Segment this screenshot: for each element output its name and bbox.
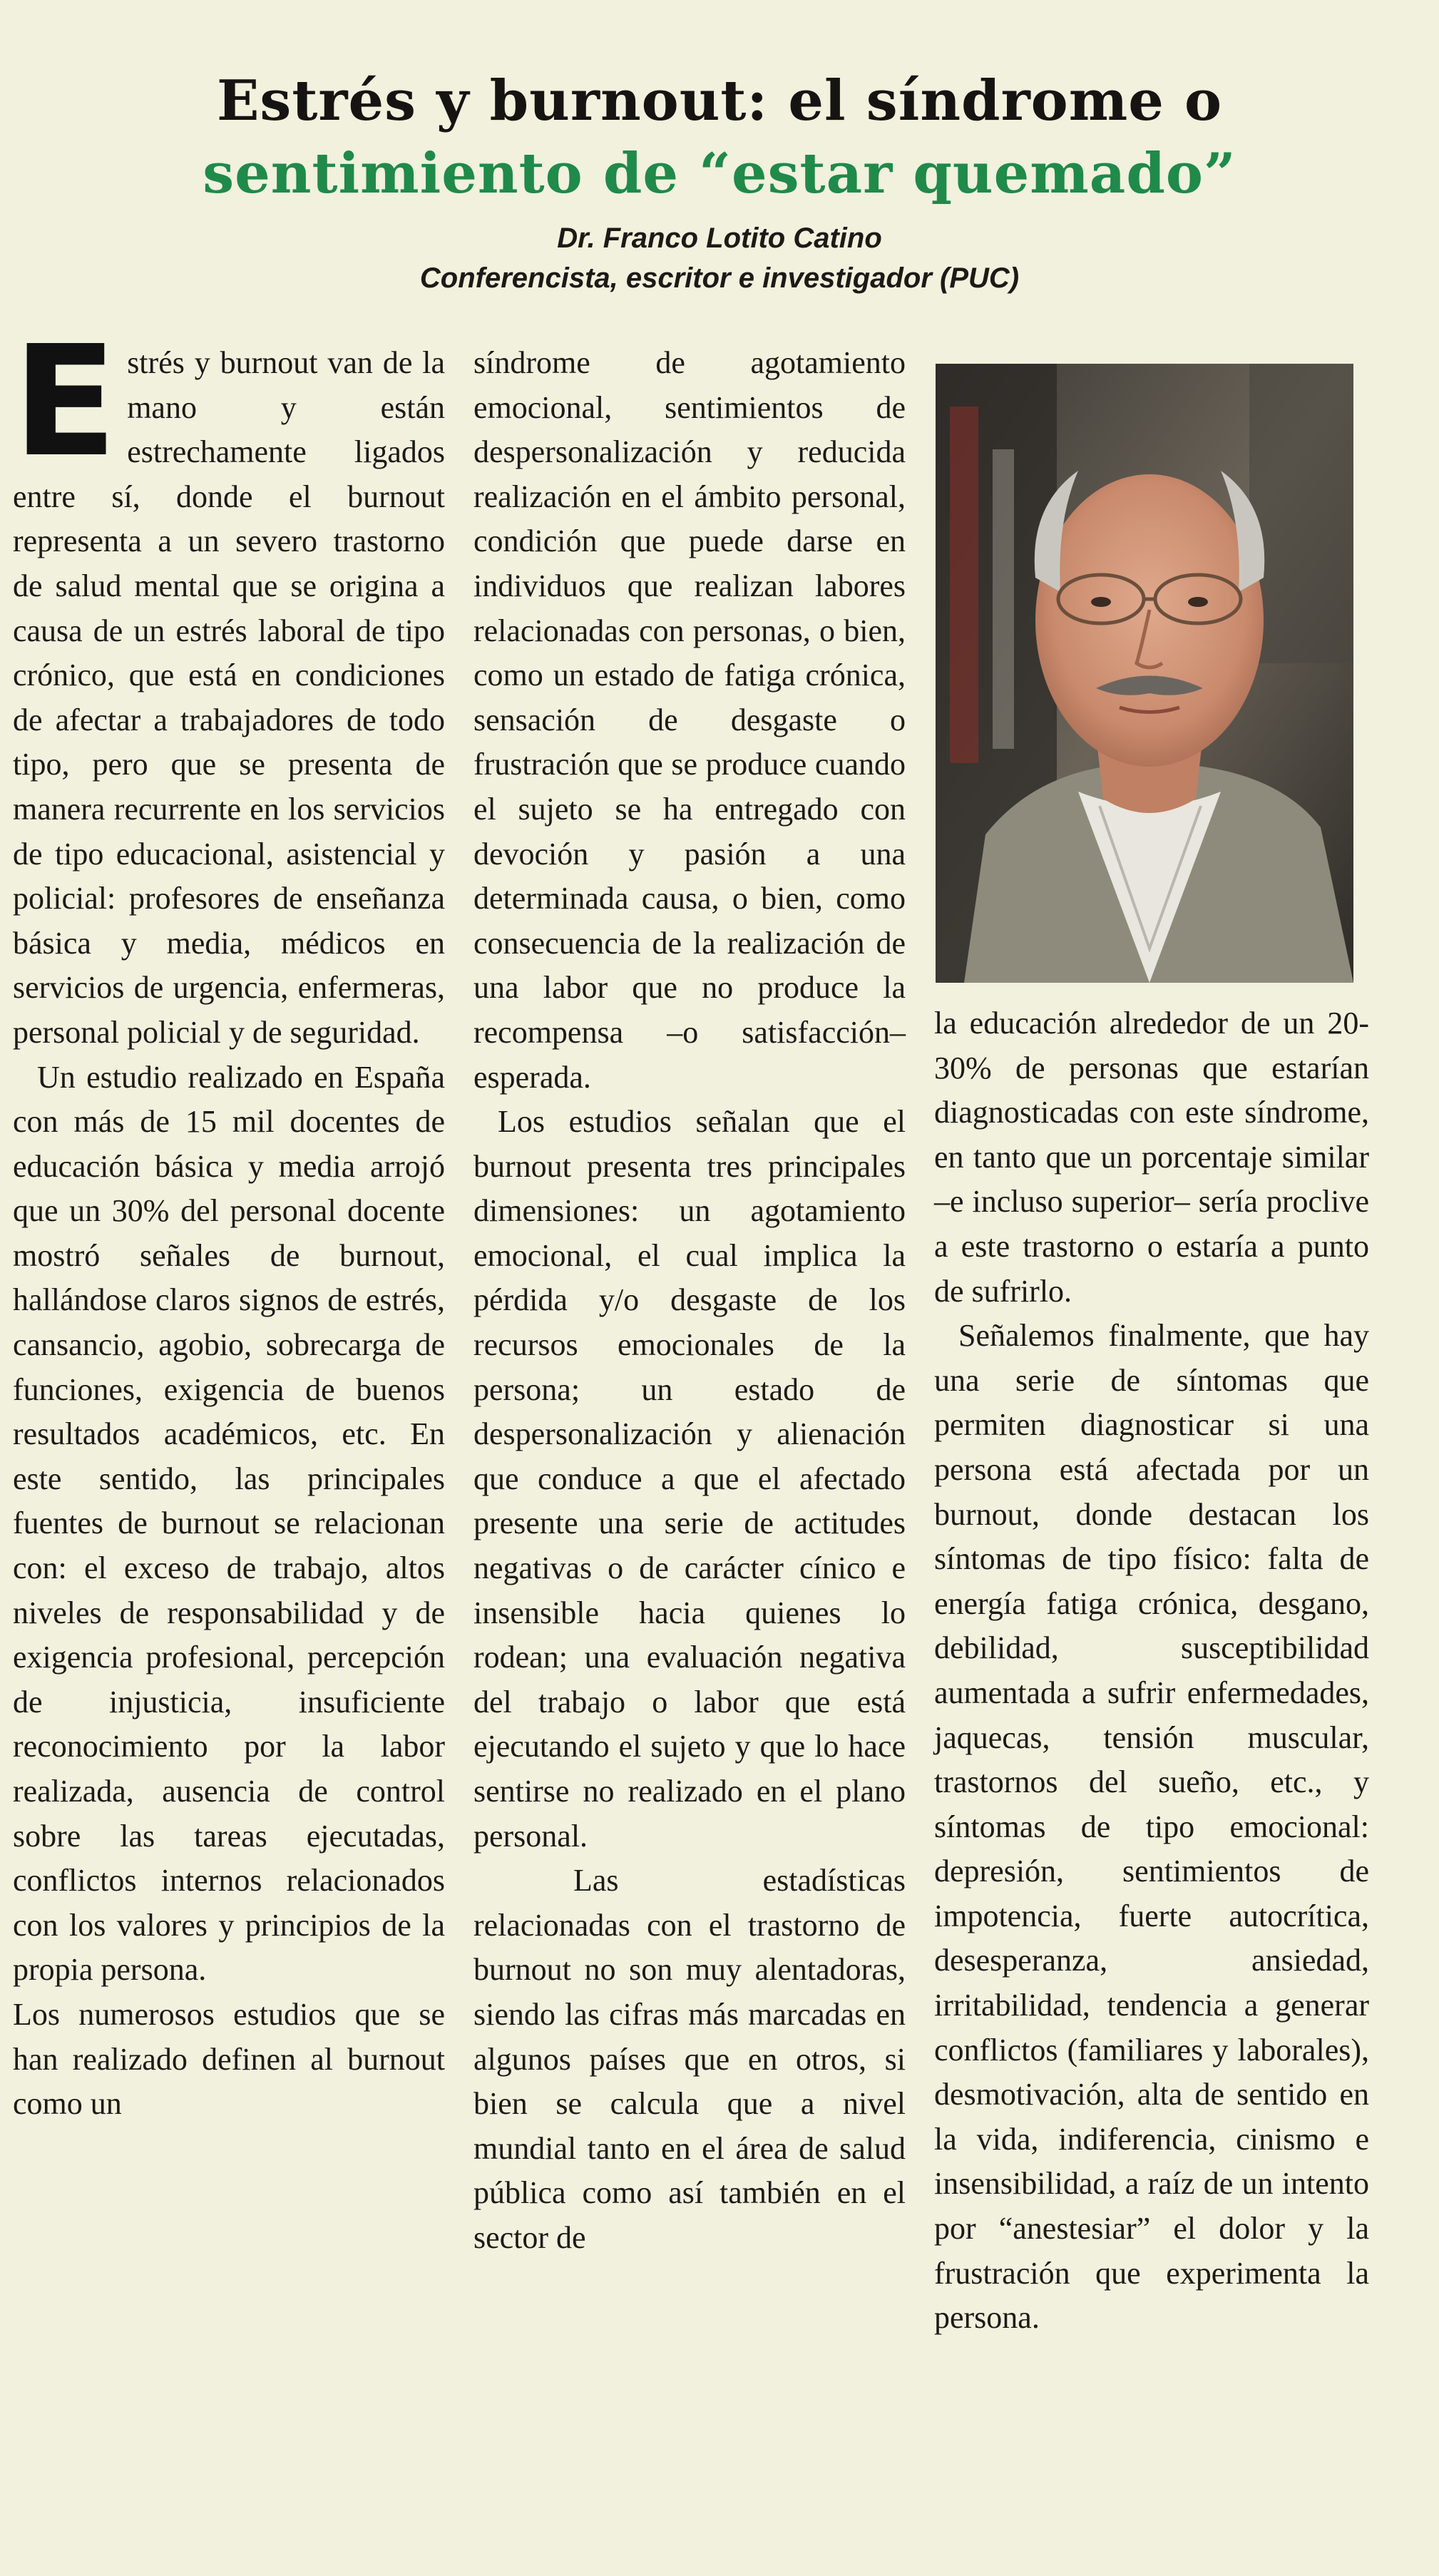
paragraph <box>13 313 445 1056</box>
article-column-2 <box>473 341 906 2261</box>
article-title-line-2: sentimiento de “estar quemado” <box>203 141 1236 206</box>
paragraph-text: strés y burnout van de la mano y están estrechamente ligados entre sí, donde el burnout representa a un severo trastorno de salud mental que se origina a causa de un estrés laboral de tipo crónico, que está en condiciones de afectar a trabajadores de todo tipo, pero que se presenta de manera recurrente en los servicios de tipo educacional, asistencial y policial: profesores de enseñanza básica y media, médicos en servicios de urgencia, enfermeras, personal policial y de seguridad. <box>13 345 445 1050</box>
author-role: Conferencista, escritor e investigador (PUC) <box>419 262 1020 294</box>
paragraph: síndrome de agotamiento emocional, sentimientos de despersonalización y reducida realización en el ámbito personal, condición que puede darse en individuos que realizan labores relacionadas con personas, o bien, como un estado de fatiga crónica, sensación de desgaste o frustración que se produce cuando el sujeto se ha entregado con devoción y pasión a una determinada causa, o bien, como consecuencia de la realización de una labor que no produce la recompensa –o satisfacción– esperada. <box>473 345 906 1095</box>
author-portrait-image <box>936 364 1353 983</box>
paragraph: Los numerosos estudios que se han realizado definen al burnout como un <box>13 1996 445 2122</box>
paragraph: la educación alrededor de un 20-30% de personas que estarían diagnosticadas con este síndrome, en tanto que un porcentaje similar –e incluso superior– sería proclive a este trastorno o estaría a punto de sufrirlo. <box>934 1006 1369 1309</box>
paragraph: Los estudios señalan que el burnout presenta tres principales dimensiones: un agotamiento emocional, el cual implica la pérdida y/o desgaste de los recursos emocionales de la persona; un estado de despersonalización y alienación que conduce a que el afectado presente una serie de actitudes negativas o de carácter cínico e insensible hacia quienes lo rodean; una evaluación negativa del trabajo o labor que está ejecutando el sujeto y que lo hace sentirse no realizado en el plano personal. <box>473 1104 906 1854</box>
drop-cap: E <box>13 313 118 491</box>
paragraph: Señalemos finalmente, que hay una serie de síntomas que permiten diagnosticar si una persona está afectada por un burnout, donde destacan los síntomas de tipo físico: falta de energía fatiga crónica, desgano, debilidad, susceptibilidad aumentada a sufrir enfermedades, jaquecas, tensión muscular, trastornos del sueño, etc., y síntomas de tipo emocional: depresión, sentimientos de impotencia, fuerte autocrítica, desesperanza, ansiedad, irritabilidad, tendencia a generar conflictos (familiares y laborales), desmotivación, alta de sentido en la vida, indiferencia, cinismo e insensibilidad, a raíz de un intento por “anestesiar” el dolor y la frustración que experimenta la persona. <box>934 1318 1369 2336</box>
article-column-1 <box>13 313 445 2127</box>
paragraph: Un estudio realizado en España con más de 15 mil docentes de educación básica y media arrojó que un 30% del personal docente mostró señales de burnout, hallándose claros signos de estrés, cansancio, agobio, sobrecarga de funciones, exigencia de buenos resultados académicos, etc. En este sentido, las principales fuentes de burnout se relacionan con: el exceso de trabajo, altos niveles de responsabilidad y de exigencia profesional, percepción de injusticia, insuficiente reconocimiento por la labor realizada, ausencia de control sobre las tareas ejecutadas, conflictos internos relacionados con los valores y principios de la propia persona. <box>13 1059 445 1988</box>
paragraph: Las estadísticas relacionadas con el trastorno de burnout no son muy alentadoras, siendo las cifras más marcadas en algunos países que en otros, si bien se calcula que a nivel mundial tanto en el área de salud pública como así también en el sector de <box>473 1863 906 2255</box>
article-title-line-1: Estrés y burnout: el síndrome o <box>216 68 1223 133</box>
author-name: Dr. Franco Lotito Catino <box>557 223 882 254</box>
article-column-3 <box>934 1001 1369 2341</box>
author-photo <box>936 364 1353 983</box>
